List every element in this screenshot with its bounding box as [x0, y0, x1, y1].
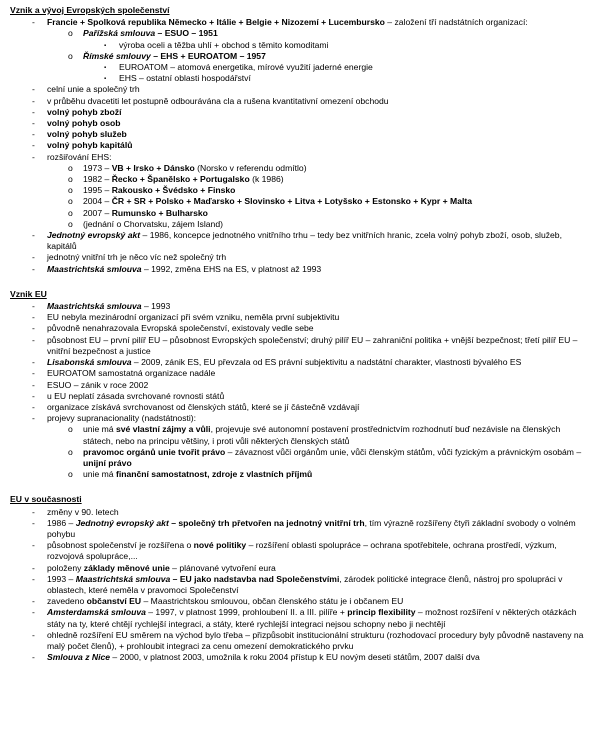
dash-bullet-icon: - [32, 263, 35, 274]
text-segment: , zárodek politické integrace členů, nástroj pro spolupráci v oblastech, které neměla v pravomoci Společenství [47, 573, 563, 595]
section [10, 289, 592, 480]
square-bullet-icon: ▪ [104, 42, 107, 49]
section-heading: Vznik EU [10, 288, 47, 299]
list-item [10, 264, 592, 275]
document [10, 5, 592, 663]
list-item [10, 596, 592, 607]
text-segment: Amsterdamská smlouva [47, 607, 146, 618]
list-item [10, 163, 592, 174]
list-item [10, 152, 592, 163]
dash-bullet-icon: - [32, 230, 35, 241]
list-item [10, 652, 592, 663]
dash-bullet-icon: - [32, 368, 35, 379]
list-item [10, 28, 592, 39]
text-segment: Smlouva z Nice [47, 652, 111, 663]
circle-bullet-icon: o [68, 50, 73, 61]
dash-bullet-icon: - [32, 129, 35, 140]
circle-bullet-icon: o [68, 162, 73, 173]
text-segment: – 1986, koncepce jednotného vnitřního trhu – tedy bez vnitřních hranic, zcela volný pohyb zboží, osob, služeb, kapitálů [47, 230, 562, 252]
text-segment: – 1997, v platnost 1999, prohloubení II. a III. pilíře + [145, 607, 348, 618]
text-segment: – 2009, zánik ES, EU převzala od ES právní subjektivitu a nadstátní charakter, vlastnosti bývalého ES [131, 357, 522, 368]
text-segment: ohledně rozšíření EU směrem na východ bylo třeba – přizpůsobit institucionální strukturu (rozhodovací procedury byly původně nastaveny na malý počet členů), + prohloubit integraci za cenu omezení demokratického prvku [47, 629, 584, 651]
list-item [10, 391, 592, 402]
text-segment: Rumunsko + Bulharsko [111, 207, 208, 218]
list-item [10, 40, 592, 51]
text-segment: – Maastrichtskou smlouvou, občan členského státu je i občanem EU [141, 596, 404, 607]
text-segment: své vlastní zájmy a vůli [115, 424, 211, 435]
list-item [10, 140, 592, 151]
text-segment: Francie + Spolková republika Německo + Itálie + Belgie + Nizozemí + Lucembursko [47, 17, 385, 28]
text-segment: – ESUO – 1951 [155, 28, 218, 39]
dash-bullet-icon: - [32, 562, 35, 573]
list-item [10, 574, 592, 596]
section-spacer [10, 480, 592, 494]
text-segment: – 1992, změna EHS na ES, v platnost až 1993 [141, 263, 322, 274]
text-segment: – plánované vytvoření eura [169, 562, 276, 573]
text-segment: zavedeno [47, 596, 87, 607]
list-item [10, 540, 592, 562]
dash-bullet-icon: - [32, 17, 35, 28]
list-item [10, 507, 592, 518]
circle-bullet-icon: o [68, 196, 73, 207]
dash-bullet-icon: - [32, 596, 35, 607]
list-item [10, 118, 592, 129]
dash-bullet-icon: - [32, 323, 35, 334]
circle-bullet-icon: o [68, 207, 73, 218]
text-segment: 2007 – [83, 207, 112, 218]
text-segment: princip flexibility [347, 607, 416, 618]
section [10, 5, 592, 275]
list-item [10, 323, 592, 334]
section-heading: EU v současnosti [10, 494, 82, 505]
text-segment: EUROATOM – atomová energetika, mírové využití jaderné energie [119, 62, 373, 73]
text-segment: občanství EU [86, 596, 142, 607]
dash-bullet-icon: - [32, 301, 35, 312]
text-segment: – EU jako nadstavba nad Společenstvími [170, 573, 340, 584]
text-segment: (jednání o Chorvatsku, zájem Island) [83, 218, 223, 229]
text-segment: působnost společenství je rozšířena o [47, 540, 194, 551]
text-segment: nové politiky [193, 540, 247, 551]
list-item [10, 219, 592, 230]
text-segment: unie má [83, 469, 116, 480]
text-segment: 1973 – [83, 162, 112, 173]
text-segment: – založení tří nadstátních organizací: [384, 17, 528, 28]
text-segment: – rozšíření oblasti spolupráce – ochrana spotřebitele, ochrana prostředí, výzkum, rozvojová spolupráce,... [47, 540, 557, 562]
text-segment: volný pohyb zboží [47, 106, 122, 117]
dash-bullet-icon: - [32, 252, 35, 263]
dash-bullet-icon: - [32, 379, 35, 390]
list-item [10, 312, 592, 323]
square-bullet-icon: ▪ [104, 65, 107, 72]
text-segment: (Norsko v referendu odmítlo) [194, 162, 307, 173]
list-item [10, 174, 592, 185]
bullet-list [10, 17, 592, 275]
list-item [10, 62, 592, 73]
dash-bullet-icon: - [32, 517, 35, 528]
text-segment: – 2000, v platnost 2003, umožnila k roku 2004 přístup k EU novým deseti státům, 2007 další dva [110, 652, 480, 663]
text-segment: 1982 – [83, 174, 112, 185]
text-segment: , tím výrazně rozšířeny čtyři základní svobody o volném pohybu [47, 517, 576, 539]
text-segment: jednotný vnitřní trh je něco víc než společný trh [47, 252, 227, 263]
circle-bullet-icon: o [68, 446, 73, 457]
text-segment: působnost EU – první pilíř EU – působnost Evropských společenství; druhý pilíř EU – zahraniční politika + vnější bezpečnost; třetí pilíř EU – vnitřní bezpečnost a justice [47, 334, 578, 356]
list-item [10, 73, 592, 84]
text-segment: základy měnové unie [83, 562, 170, 573]
list-item [10, 563, 592, 574]
circle-bullet-icon: o [68, 28, 73, 39]
text-segment: – závaznost vůči orgánům unie, vůči členským státům, vůči fyzickým a právnickým osobám – [225, 446, 582, 457]
text-segment: Maastrichtská smlouva [75, 573, 171, 584]
text-segment: změny v 90. letech [47, 506, 119, 517]
text-segment: volný pohyb kapitálů [47, 140, 133, 151]
bullet-list [10, 301, 592, 480]
dash-bullet-icon: - [32, 652, 35, 663]
text-segment: původně nenahrazovala Evropská společenství, existovaly vedle sebe [47, 323, 314, 334]
list-item [10, 84, 592, 95]
list-item [10, 301, 592, 312]
text-segment: v průběhu dvacetiti let postupně odbourávána cla a rušena kvantitativní omezení obchodu [47, 95, 389, 106]
list-item [10, 107, 592, 118]
list-item [10, 208, 592, 219]
text-segment: u EU neplatí zásada svrchované rovnosti států [47, 390, 225, 401]
section-spacer [10, 275, 592, 289]
text-segment: organizace získává svrchovanost od členských států, které se jí částečně vzdávají [47, 401, 360, 412]
text-segment: , projevuje své autonomní postavení prostřednictvím rozhodnutí buď nezávisle na členských státech, nebo na principu většiny, i proti vůli některých členských států [83, 424, 561, 446]
square-bullet-icon: ▪ [104, 76, 107, 83]
section [10, 494, 592, 663]
text-segment: Jednotný evropský akt [47, 230, 141, 241]
text-segment: Řecko + Španělsko + Portugalsko [111, 174, 250, 185]
dash-bullet-icon: - [32, 334, 35, 345]
text-segment: (k 1986) [249, 174, 284, 185]
circle-bullet-icon: o [68, 469, 73, 480]
text-segment: VB + Irsko + Dánsko [111, 162, 195, 173]
dash-bullet-icon: - [32, 312, 35, 323]
list-item [10, 402, 592, 413]
text-segment: volný pohyb služeb [47, 129, 127, 140]
dash-bullet-icon: - [32, 607, 35, 618]
text-segment: 1995 – [83, 185, 112, 196]
circle-bullet-icon: o [68, 218, 73, 229]
text-segment: pravomoc orgánů unie tvořit právo [83, 446, 226, 457]
text-segment: unie má [83, 424, 116, 435]
text-segment: EUROATOM samostatná organizace nadále [47, 368, 216, 379]
list-item [10, 129, 592, 140]
list-item [10, 252, 592, 263]
list-item [10, 185, 592, 196]
list-item [10, 230, 592, 252]
dash-bullet-icon: - [32, 413, 35, 424]
text-segment: unijní právo [83, 457, 132, 468]
text-segment: Pařížská smlouva [83, 28, 156, 39]
text-segment: rozšiřování EHS: [47, 151, 112, 162]
text-segment: Rakousko + Švédsko + Finsko [111, 185, 236, 196]
dash-bullet-icon: - [32, 540, 35, 551]
text-segment: Lisabonská smlouva [47, 357, 132, 368]
list-item [10, 518, 592, 540]
dash-bullet-icon: - [32, 84, 35, 95]
text-segment: – možnost rozšíření v některých otázkách státy na ty, které chtějí rychlejší integraci, a státy, které rychlejší integraci nejsou schopny nebo ji nechtějí [47, 607, 577, 629]
dash-bullet-icon: - [32, 118, 35, 129]
text-segment: EU nebyla mezinárodní organizací při svém vzniku, neměla první subjektivitu [47, 312, 340, 323]
text-segment: 2004 – [83, 196, 112, 207]
list-item [10, 413, 592, 424]
list-item [10, 335, 592, 357]
circle-bullet-icon: o [68, 424, 73, 435]
text-segment: ČR + SR + Polsko + Maďarsko + Slovinsko + Litva + Lotyšsko + Estonsko + Kypr + Malta [111, 196, 473, 207]
text-segment: celní unie a společný trh [47, 84, 140, 95]
list-item [10, 424, 592, 446]
dash-bullet-icon: - [32, 140, 35, 151]
text-segment: – EHS + EUROATOM – 1957 [150, 50, 266, 61]
list-item [10, 17, 592, 28]
list-item [10, 368, 592, 379]
circle-bullet-icon: o [68, 174, 73, 185]
text-segment: položeny [47, 562, 84, 573]
text-segment: výroba oceli a těžba uhlí + obchod s těmito komoditami [119, 39, 329, 50]
text-segment: EHS – ostatní oblasti hospodářství [119, 73, 251, 84]
text-segment: ESUO – zánik v roce 2002 [47, 379, 149, 390]
text-segment: Maastrichtská smlouva [47, 301, 142, 312]
dash-bullet-icon: - [32, 573, 35, 584]
list-item [10, 630, 592, 652]
text-segment: finanční samostatnost, zdroje z vlastních příjmů [115, 469, 313, 480]
dash-bullet-icon: - [32, 506, 35, 517]
list-item [10, 196, 592, 207]
list-item [10, 51, 592, 62]
circle-bullet-icon: o [68, 185, 73, 196]
section-heading: Vznik a vývoj Evropských společenství [10, 5, 170, 15]
dash-bullet-icon: - [32, 95, 35, 106]
dash-bullet-icon: - [32, 357, 35, 368]
dash-bullet-icon: - [32, 629, 35, 640]
text-segment: 1986 – [47, 517, 76, 528]
list-item [10, 469, 592, 480]
text-segment: volný pohyb osob [47, 118, 121, 129]
list-item [10, 96, 592, 107]
list-item [10, 607, 592, 629]
dash-bullet-icon: - [32, 390, 35, 401]
list-item [10, 447, 592, 469]
dash-bullet-icon: - [32, 106, 35, 117]
text-segment: projevy supranacionality (nadstátnosti): [47, 413, 197, 424]
dash-bullet-icon: - [32, 151, 35, 162]
text-segment: Jednotný evropský akt [75, 517, 169, 528]
list-item [10, 357, 592, 368]
text-segment: – 1993 [141, 301, 171, 312]
bullet-list [10, 507, 592, 664]
text-segment: – společný trh přetvořen na jednotný vnitřní trh [168, 517, 365, 528]
dash-bullet-icon: - [32, 401, 35, 412]
text-segment: 1993 – [47, 573, 76, 584]
text-segment: Maastrichtská smlouva [47, 263, 142, 274]
list-item [10, 380, 592, 391]
text-segment: Římské smlouvy [83, 50, 151, 61]
